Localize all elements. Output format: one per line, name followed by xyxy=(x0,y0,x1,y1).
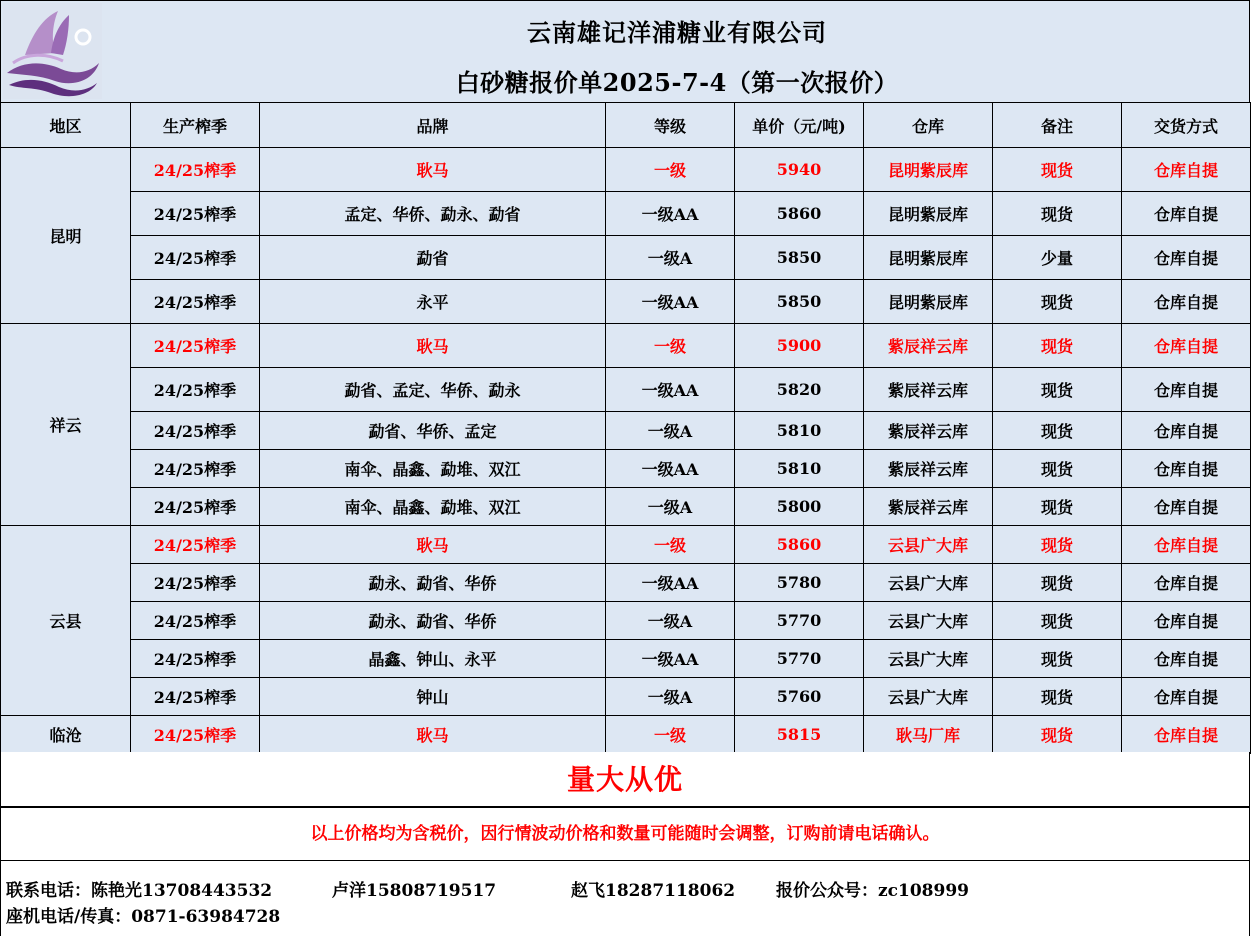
company-logo-wave-icon xyxy=(3,3,102,99)
warehouse-cell: 紫辰祥云库 xyxy=(864,450,993,488)
delivery-cell: 仓库自提 xyxy=(1122,280,1251,324)
brand-cell: 耿马 xyxy=(260,526,606,564)
grade-cell: 一级A xyxy=(606,236,735,280)
season-cell: 24/25榨季 xyxy=(131,192,260,236)
region-cell-kunming: 昆明 xyxy=(1,148,131,324)
brand-cell: 晶鑫、钟山、永平 xyxy=(260,640,606,678)
brand-cell: 勐永、勐省、华侨 xyxy=(260,602,606,640)
table-row xyxy=(1,412,1251,450)
table-row xyxy=(1,716,1251,754)
price-cell: 5815 xyxy=(735,716,864,754)
delivery-cell: 仓库自提 xyxy=(1122,148,1251,192)
brand-cell: 勐省 xyxy=(260,236,606,280)
grade-cell: 一级AA xyxy=(606,368,735,412)
price-cell: 5770 xyxy=(735,602,864,640)
table-row xyxy=(1,450,1251,488)
grade-cell: 一级AA xyxy=(606,192,735,236)
delivery-cell: 仓库自提 xyxy=(1122,488,1251,526)
note-cell: 现货 xyxy=(993,192,1122,236)
brand-cell: 耿马 xyxy=(260,324,606,368)
brand-cell: 南伞、晶鑫、勐堆、双江 xyxy=(260,488,606,526)
warehouse-cell: 昆明紫辰库 xyxy=(864,148,993,192)
note-cell: 现货 xyxy=(993,488,1122,526)
price-cell: 5900 xyxy=(735,324,864,368)
season-cell: 24/25榨季 xyxy=(131,564,260,602)
contact-phone-1: 联系电话：陈艳光13708443532 xyxy=(6,881,273,901)
note-cell: 现货 xyxy=(993,450,1122,488)
price-cell: 5800 xyxy=(735,488,864,526)
wechat-account: 报价公众号：zc108999 xyxy=(776,881,969,901)
brand-cell: 永平 xyxy=(260,280,606,324)
grade-cell: 一级 xyxy=(606,716,735,754)
contact-info xyxy=(0,861,1250,936)
column-header-grade: 等级 xyxy=(606,103,735,148)
delivery-cell: 仓库自提 xyxy=(1122,368,1251,412)
grade-cell: 一级AA xyxy=(606,450,735,488)
delivery-cell: 仓库自提 xyxy=(1122,526,1251,564)
note-cell: 现货 xyxy=(993,412,1122,450)
contact-phone-2: 卢洋15808719517 xyxy=(332,881,497,901)
contact-phone-3: 赵飞18287118062 xyxy=(571,881,736,901)
warehouse-cell: 云县广大库 xyxy=(864,526,993,564)
brand-cell: 勐永、勐省、华侨 xyxy=(260,564,606,602)
note-cell: 现货 xyxy=(993,526,1122,564)
grade-cell: 一级A xyxy=(606,412,735,450)
delivery-cell: 仓库自提 xyxy=(1122,640,1251,678)
price-table xyxy=(0,102,1251,754)
warehouse-cell: 云县广大库 xyxy=(864,564,993,602)
table-row xyxy=(1,526,1251,564)
delivery-cell: 仓库自提 xyxy=(1122,324,1251,368)
table-row xyxy=(1,368,1251,412)
price-cell: 5850 xyxy=(735,280,864,324)
region-cell-xiangyun: 祥云 xyxy=(1,324,131,526)
price-cell: 5770 xyxy=(735,640,864,678)
brand-cell: 耿马 xyxy=(260,148,606,192)
column-header-season: 生产榨季 xyxy=(131,103,260,148)
table-row xyxy=(1,324,1251,368)
price-cell: 5810 xyxy=(735,412,864,450)
landline-fax: 座机电话/传真：0871-63984728 xyxy=(6,907,281,927)
delivery-cell: 仓库自提 xyxy=(1122,602,1251,640)
grade-cell: 一级A xyxy=(606,678,735,716)
delivery-cell: 仓库自提 xyxy=(1122,192,1251,236)
column-header-region: 地区 xyxy=(1,103,131,148)
sheet-header xyxy=(0,0,1250,102)
column-header-warehouse: 仓库 xyxy=(864,103,993,148)
table-row xyxy=(1,236,1251,280)
price-cell: 5860 xyxy=(735,526,864,564)
note-cell: 现货 xyxy=(993,716,1122,754)
warehouse-cell: 云县广大库 xyxy=(864,678,993,716)
region-cell-lincang: 临沧 xyxy=(1,716,131,754)
grade-cell: 一级AA xyxy=(606,564,735,602)
season-cell: 24/25榨季 xyxy=(131,236,260,280)
price-notice: 以上价格均为含税价，因行情波动价格和数量可能随时会调整，订购前请电话确认。 xyxy=(0,807,1250,861)
table-row xyxy=(1,148,1251,192)
table-header-row xyxy=(1,103,1251,148)
season-cell: 24/25榨季 xyxy=(131,678,260,716)
price-cell: 5810 xyxy=(735,450,864,488)
brand-cell: 勐省、华侨、孟定 xyxy=(260,412,606,450)
warehouse-cell: 云县广大库 xyxy=(864,602,993,640)
grade-cell: 一级AA xyxy=(606,280,735,324)
table-row xyxy=(1,640,1251,678)
table-row xyxy=(1,602,1251,640)
warehouse-cell: 耿马厂库 xyxy=(864,716,993,754)
grade-cell: 一级AA xyxy=(606,640,735,678)
note-cell: 现货 xyxy=(993,602,1122,640)
price-cell: 5820 xyxy=(735,368,864,412)
note-cell: 现货 xyxy=(993,640,1122,678)
delivery-cell: 仓库自提 xyxy=(1122,716,1251,754)
note-cell: 现货 xyxy=(993,368,1122,412)
column-header-note: 备注 xyxy=(993,103,1122,148)
price-cell: 5850 xyxy=(735,236,864,280)
company-title: 云南雄记洋浦糖业有限公司 xyxy=(527,18,827,47)
table-row xyxy=(1,488,1251,526)
season-cell: 24/25榨季 xyxy=(131,716,260,754)
warehouse-cell: 昆明紫辰库 xyxy=(864,236,993,280)
brand-cell: 南伞、晶鑫、勐堆、双江 xyxy=(260,450,606,488)
delivery-cell: 仓库自提 xyxy=(1122,564,1251,602)
note-cell: 现货 xyxy=(993,148,1122,192)
season-cell: 24/25榨季 xyxy=(131,324,260,368)
price-cell: 5780 xyxy=(735,564,864,602)
warehouse-cell: 紫辰祥云库 xyxy=(864,488,993,526)
table-row xyxy=(1,280,1251,324)
season-cell: 24/25榨季 xyxy=(131,368,260,412)
grade-cell: 一级 xyxy=(606,324,735,368)
column-header-brand: 品牌 xyxy=(260,103,606,148)
grade-cell: 一级A xyxy=(606,602,735,640)
season-cell: 24/25榨季 xyxy=(131,412,260,450)
column-header-price: 单价（元/吨) xyxy=(735,103,864,148)
brand-cell: 勐省、孟定、华侨、勐永 xyxy=(260,368,606,412)
note-cell: 现货 xyxy=(993,280,1122,324)
season-cell: 24/25榨季 xyxy=(131,148,260,192)
delivery-cell: 仓库自提 xyxy=(1122,678,1251,716)
table-row xyxy=(1,678,1251,716)
delivery-cell: 仓库自提 xyxy=(1122,236,1251,280)
table-row xyxy=(1,192,1251,236)
season-cell: 24/25榨季 xyxy=(131,640,260,678)
note-cell: 少量 xyxy=(993,236,1122,280)
table-row xyxy=(1,564,1251,602)
grade-cell: 一级 xyxy=(606,526,735,564)
brand-cell: 钟山 xyxy=(260,678,606,716)
grade-cell: 一级 xyxy=(606,148,735,192)
warehouse-cell: 紫辰祥云库 xyxy=(864,412,993,450)
price-cell: 5760 xyxy=(735,678,864,716)
delivery-cell: 仓库自提 xyxy=(1122,450,1251,488)
grade-cell: 一级A xyxy=(606,488,735,526)
brand-cell: 耿马 xyxy=(260,716,606,754)
season-cell: 24/25榨季 xyxy=(131,450,260,488)
warehouse-cell: 紫辰祥云库 xyxy=(864,324,993,368)
note-cell: 现货 xyxy=(993,678,1122,716)
season-cell: 24/25榨季 xyxy=(131,602,260,640)
brand-cell: 孟定、华侨、勐永、勐省 xyxy=(260,192,606,236)
note-cell: 现货 xyxy=(993,564,1122,602)
season-cell: 24/25榨季 xyxy=(131,280,260,324)
warehouse-cell: 昆明紫辰库 xyxy=(864,192,993,236)
note-cell: 现货 xyxy=(993,324,1122,368)
season-cell: 24/25榨季 xyxy=(131,526,260,564)
column-header-delivery: 交货方式 xyxy=(1122,103,1251,148)
season-cell: 24/25榨季 xyxy=(131,488,260,526)
warehouse-cell: 云县广大库 xyxy=(864,640,993,678)
price-cell: 5860 xyxy=(735,192,864,236)
warehouse-cell: 紫辰祥云库 xyxy=(864,368,993,412)
region-cell-yunxian: 云县 xyxy=(1,526,131,716)
bulk-discount-banner: 量大从优 xyxy=(0,752,1250,807)
warehouse-cell: 昆明紫辰库 xyxy=(864,280,993,324)
price-cell: 5940 xyxy=(735,148,864,192)
quote-title: 白砂糖报价单2025-7-4（第一次报价） xyxy=(455,68,899,97)
delivery-cell: 仓库自提 xyxy=(1122,412,1251,450)
